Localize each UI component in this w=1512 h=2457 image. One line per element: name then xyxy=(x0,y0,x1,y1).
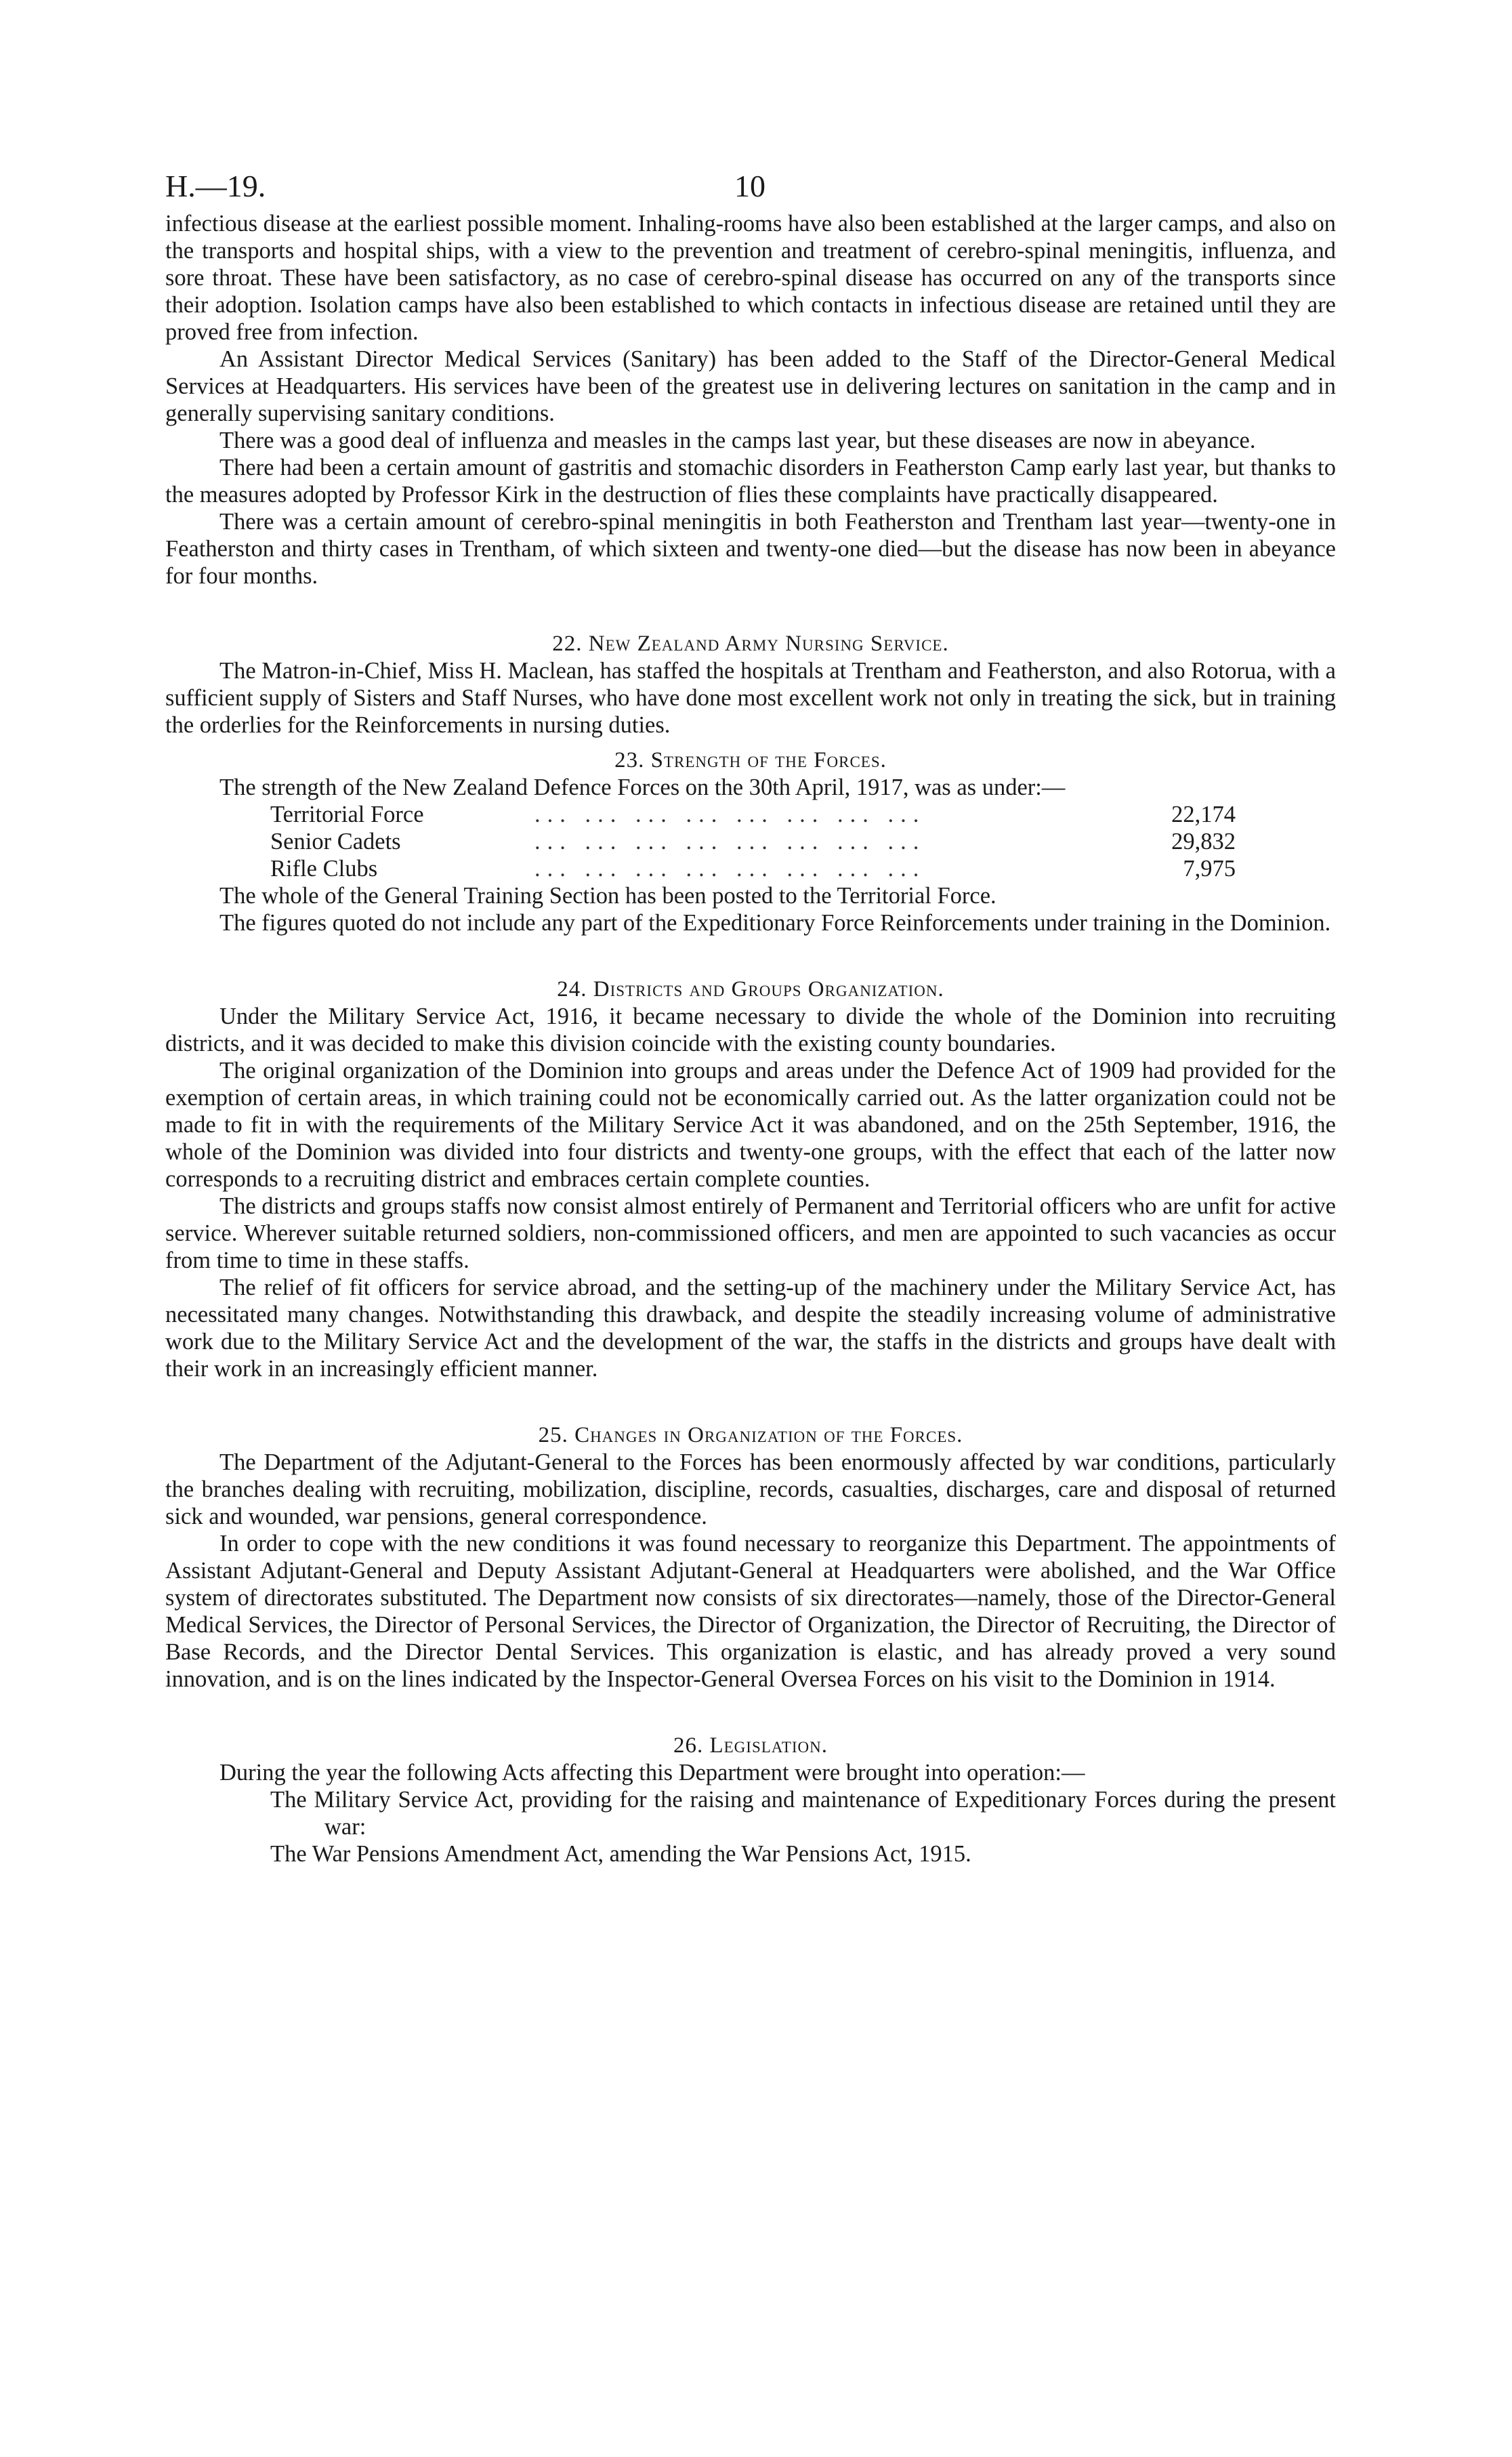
paragraph: There was a good deal of influenza and measles in the camps last year, but these diseases are now in abeyance. xyxy=(219,428,1256,453)
paragraph: Under the Military Service Act, 1916, it became necessary to divide the whole of the Dominion into recruiting districts, and it was decided to make this division coincide with the existing county boundaries. xyxy=(165,1004,1336,1056)
page-header xyxy=(165,168,1336,210)
section-heading-strength-of-forces: 23. Strength of the Forces. xyxy=(614,748,887,772)
legislation-item: The Military Service Act, providing for the raising and maintenance of Expeditionary Forces during the present war: xyxy=(270,1787,1336,1840)
document-reference: H.—19. xyxy=(165,169,266,203)
paragraph: The figures quoted do not include any part of the Expeditionary Force Reinforcements under training in the Dominion. xyxy=(219,910,1331,936)
legislation-item: The War Pensions Amendment Act, amending the War Pensions Act, 1915. xyxy=(270,1841,971,1867)
paragraph: The districts and groups staffs now consist almost entirely of Permanent and Territorial officers who are unfit for active service. Wherever suitable returned soldiers, non-commissioned officers, and men are appointed to such vacancies as occur from time to time in these staffs. xyxy=(165,1193,1336,1273)
row-value: 7,975 xyxy=(1183,856,1236,882)
paragraph: An Assistant Director Medical Services (Sanitary) has been added to the Staff of the Director-General Medical Services at Headquarters. His services have been of the greatest use in delivering lectures on sanitation in the camp and in generally supervising sanitary conditions. xyxy=(165,346,1336,426)
section-heading-nursing-service: 22. New Zealand Army Nursing Service. xyxy=(552,632,949,656)
paragraph: The Department of the Adjutant-General to the Forces has been enormously affected by war conditions, particularly the branches dealing with recruiting, mobilization, discipline, records, casualties, discharges, care and disposal of returned sick and wounded, war pensions, general correspondence. xyxy=(165,1449,1336,1529)
dot-leader: ... ... ... ... ... ... ... ... xyxy=(534,802,926,827)
section-heading-legislation: 26. Legislation. xyxy=(673,1733,828,1758)
paragraph: In order to cope with the new conditions it was found necessary to reorganize this Department. The appointments of Assistant Adjutant-General and Deputy Assistant Adjutant-General at Headquarters were abolished, and the War Office system of directorates substituted. The Department now consists of six directorates—namely, those of the Director-General Medical Services, the Director of Personal Services, the Director of Organization, the Director of Recruiting, the Director of Base Records, and the Director Dental Services. This organization is elastic, and has already proved a very sound innovation, and is on the lines indicated by the Inspector-General Oversea Forces on his visit to the Dominion in 1914. xyxy=(165,1531,1336,1692)
strength-table xyxy=(270,801,1236,882)
table-row xyxy=(270,855,1236,882)
paragraph: The original organization of the Dominion into groups and areas under the Defence Act of 1909 had provided for the exemption of certain areas, in which training could not be economically carried out. As the latter organization could not be made to fit in with the requirements of the Military Service Act it was abandoned, and on the 25th September, 1916, the whole of the Dominion was divided into four districts and twenty-one groups, with the effect that each of the latter now corresponds to a recruiting district and embraces certain complete counties. xyxy=(165,1058,1336,1192)
paragraph: There was a certain amount of cerebro-spinal meningitis in both Featherston and Trentham last year—twenty-one in Featherston and thirty cases in Trentham, of which sixteen and twenty-one died—but the disease has now been in abeyance for four months. xyxy=(165,509,1336,589)
paragraph: During the year the following Acts affecting this Department were brought into operation:— xyxy=(219,1760,1085,1785)
section-heading-changes-organization: 25. Changes in Organization of the Forces. xyxy=(538,1423,963,1447)
document-page xyxy=(165,168,1336,1867)
table-row xyxy=(270,801,1236,828)
row-label: Rifle Clubs xyxy=(270,856,378,882)
row-value: 29,832 xyxy=(1171,829,1236,854)
section-heading-districts-groups: 24. Districts and Groups Organization. xyxy=(557,977,944,1002)
dot-leader: ... ... ... ... ... ... ... ... xyxy=(534,856,926,882)
table-row xyxy=(270,828,1236,855)
paragraph: The Matron-in-Chief, Miss H. Maclean, has staffed the hospitals at Trentham and Featherston, and also Rotorua, with a sufficient supply of Sisters and Staff Nurses, who have done most excellent work not only in treating the sick, but in training the orderlies for the Reinforcements in nursing duties. xyxy=(165,658,1336,738)
row-label: Territorial Force xyxy=(270,802,424,827)
paragraph: The strength of the New Zealand Defence Forces on the 30th April, 1917, was as under:— xyxy=(219,775,1066,800)
row-value: 22,174 xyxy=(1171,802,1236,827)
paragraph: The relief of fit officers for service abroad, and the setting-up of the machinery under the Military Service Act, has necessitated many changes. Notwithstanding this drawback, and despite the steadily increasing volume of administrative work due to the Military Service Act and the development of the war, the staffs in the districts and groups have dealt with their work in an increasingly efficient manner. xyxy=(165,1275,1336,1382)
dot-leader: ... ... ... ... ... ... ... ... xyxy=(534,829,926,854)
paragraph: The whole of the General Training Section has been posted to the Territorial Force. xyxy=(219,883,996,909)
medical-continuation xyxy=(165,210,1336,590)
paragraph: There had been a certain amount of gastritis and stomachic disorders in Featherston Camp early last year, but thanks to the measures adopted by Professor Kirk in the destruction of flies these complaints have practically disappeared. xyxy=(165,455,1336,508)
paragraph: infectious disease at the earliest possible moment. Inhaling-rooms have also been established at the larger camps, and also on the transports and hospital ships, with a view to the prevention and treatment of cerebro-spinal meningitis, influenza, and sore throat. These have been satisfactory, as no case of cerebro-spinal disease has occurred on any of the transports since their adoption. Isolation camps have also been established to which contacts in infectious disease are retained until they are proved free from infection. xyxy=(165,211,1336,345)
page-number: 10 xyxy=(734,169,765,203)
row-label: Senior Cadets xyxy=(270,829,401,854)
